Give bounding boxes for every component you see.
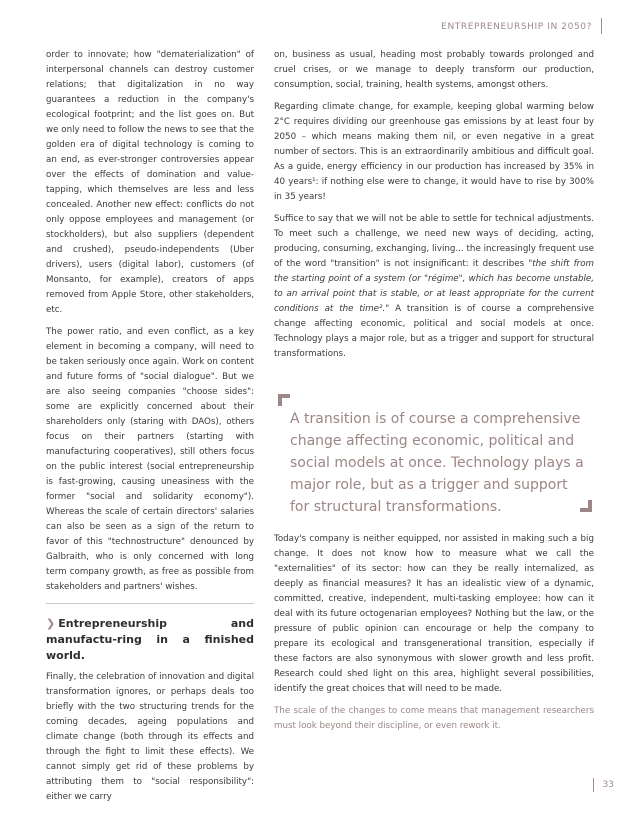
quote-corner-bottom-right-icon xyxy=(580,500,592,512)
right-paragraph-3-start: Suffice to say that we will not be able to settle for technical adjustments. To meet such a challenge, we need new ways of deciding, acting, producing, consuming, exchanging, living... the increasingly frequent use of the word "transition" is not insignificant: it describes xyxy=(274,214,594,269)
right-paragraph-3 xyxy=(274,212,594,362)
left-paragraph-1: order to innovate; how "dematerialization" of interpersonal channels can destroy customer relations; that digitalization in no way guarantees a reduction in the company's ecological footprint; and the list goes on. But we only need to follow the news to see that the golden era of digital technology is coming to an end, as ever-stronger controversies appear over the effects of domination and value-tapping, which themselves are less and less concealed. Another new effect: conflicts do not only oppose employees and management (or stockholders), but also suppliers (dependent and crushed), pseudo-independents (Uber drivers), users (digital labor), customers (of Monsanto, for example), creators of apps removed from Apple Store, other stakeholders, etc. xyxy=(46,50,254,315)
closing-statement: The scale of the changes to come means that management researchers must look beyond their discipline, or even rework it. xyxy=(274,706,594,731)
left-paragraph-2: The power ratio, and even conflict, as a key element in becoming a company, will need to be taken seriously once again. Work on content and future forms of "social dialogue". But we are also seeing companies "choose sides": some are explicitly concerned about their shareholders only (staring with DAOs), others focus on their partners (starting with manufacturing cooperatives), still others focus on the public interest (social entrepreneurship is fast-growing, causing uneasiness with the former "social and solidarity economy"). Whereas the scale of certain directors' salaries can also be seen as a sign of the return to favor of this "technostructure" denounced by Galbraith, who is only concerned with long term company growth, as free as possible from stakeholders and partners' wishes. xyxy=(46,327,254,592)
page-number-divider xyxy=(593,778,594,792)
chevron-right-icon: ❯ xyxy=(46,617,56,630)
running-header: ENTREPRENEURSHIP IN 2050? xyxy=(441,22,592,32)
right-paragraph-1: on, business as usual, heading most probably towards prolonged and cruel crises, or we manage to deeply transform our production, consumption, social, training, health systems, amongst others. xyxy=(274,50,594,90)
header-divider xyxy=(601,18,602,34)
page-number: 33 xyxy=(602,780,614,790)
right-paragraph-3-end: A transition is of course a comprehensive change affecting economic, political and social models at once. Technology plays a major role, but as a trigger and support for structural transformations. xyxy=(274,304,594,359)
transition-definition-quote: "the shift from the starting point of a system (or "régime", which has become unstable, to an arrival point that is stable, or at least appropriate for the current conditions at the time²." xyxy=(274,259,594,314)
quote-corner-top-left-icon xyxy=(278,394,290,406)
section-divider xyxy=(46,603,254,604)
left-column xyxy=(46,48,254,812)
pull-quote: A transition is of course a comprehensive change affecting economic, political and social models at once. Technology plays a major role, but as a trigger and support for structural transformations. xyxy=(290,411,584,515)
section-heading xyxy=(46,616,254,664)
left-paragraph-3: Finally, the celebration of innovation and digital transformation ignores, or perhaps deals too briefly with the two structuring trends for the coming decades, ageing populations and climate change (both through its effects and through the fight to limit these effects). We cannot simply get rid of these problems by attributing them to "social responsibility": either we carry xyxy=(46,672,254,802)
right-column xyxy=(274,48,594,741)
right-paragraph-4: Today's company is neither equipped, nor assisted in making such a big change. It does not know how to measure what we call the "externalities" of its sector: how can they be really internalized, as deeply as financial measures? It has an idealistic view of a dynamic, committed, creative, independent, multi-tasking employee: how can it deal with its future octogenarian employees? Nothing but the law, or the pressure of public opinion can encourage or help the company to prepare its ecological and transgenerational transition, especially if these factors are also synonymous with slower growth and less profit. Research could shed light on this area, highlight several possibilities, identify the great choices that will need to be made. xyxy=(274,534,594,694)
section-heading-text: Entrepreneurship and manufactu-ring in a finished world. xyxy=(46,617,254,662)
pull-quote-box xyxy=(274,394,594,515)
right-paragraph-2: Regarding climate change, for example, keeping global warming below 2°C requires dividing our greenhouse gas emissions by at least four by 2050 – which means making them nil, or even negative in a great number of sectors. This is an extraordinarily ambitious and difficult goal. As a guide, energy efficiency in our production has increased by 35% in 40 years¹: if nothing else were to change, it would have to rise by 300% in 35 years! xyxy=(274,102,594,202)
